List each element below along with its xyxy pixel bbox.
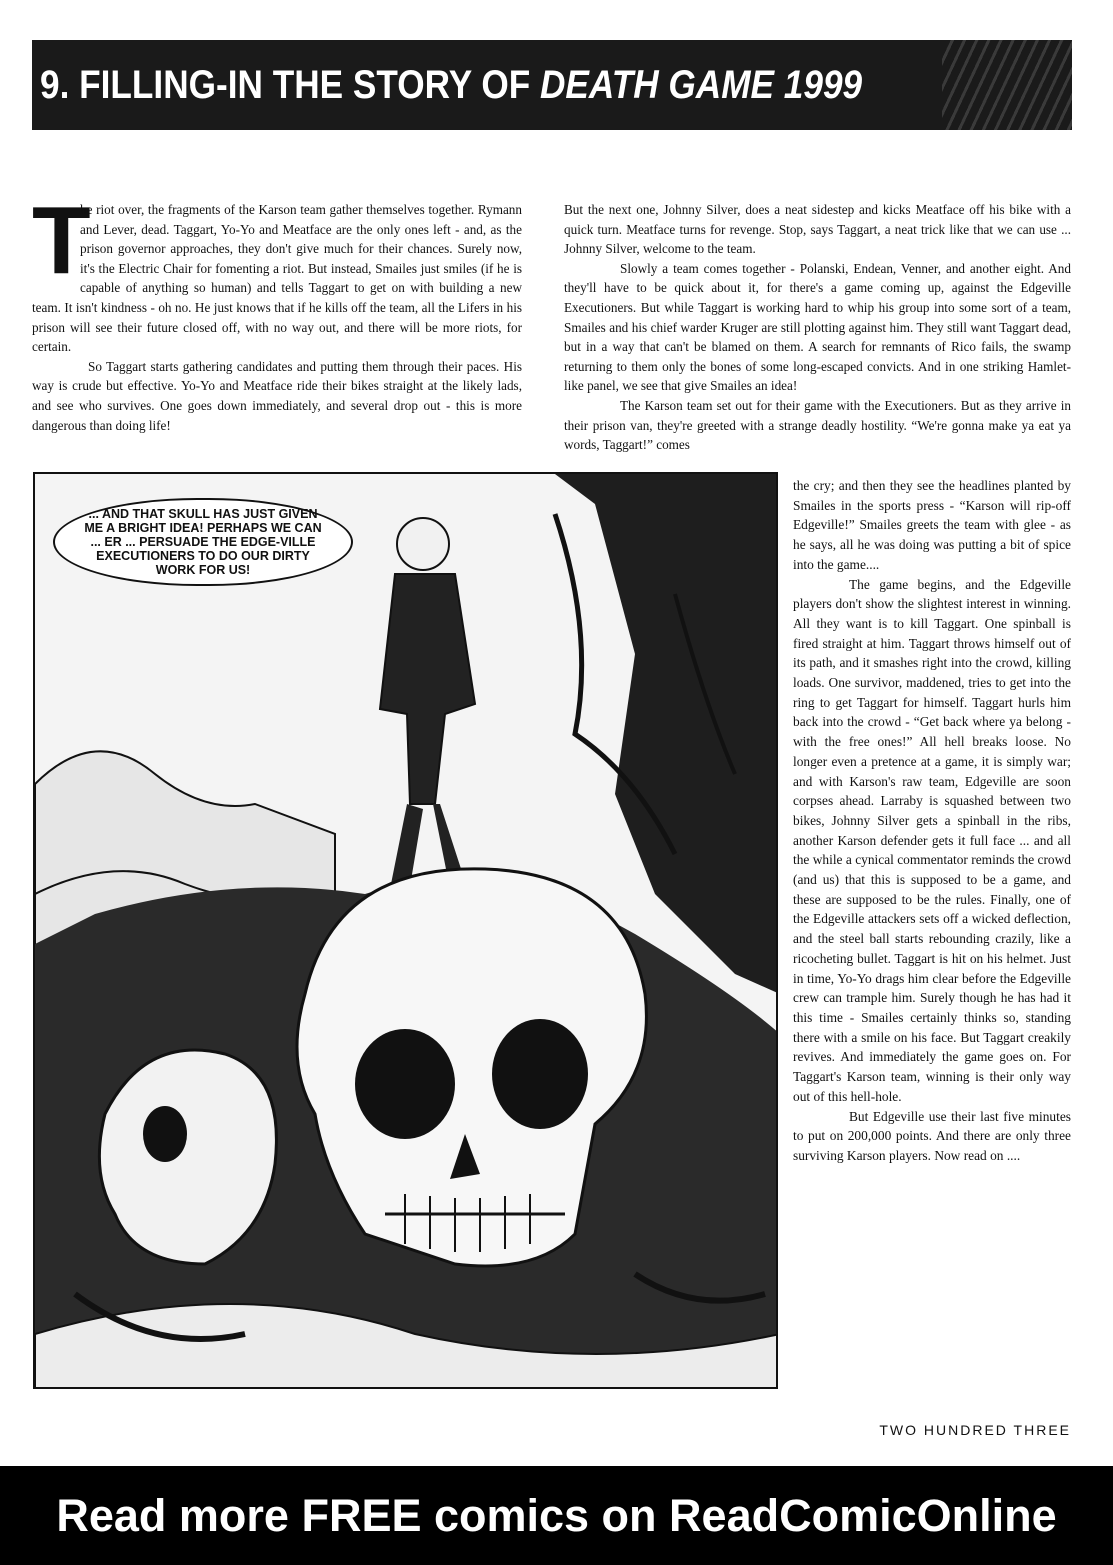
article-paragraph: Slowly a team comes together - Polanski, Endean, Venner, and another eight. And they'll have to be quick about it, for there's a game coming up, against the Edgeville Executioners. But while Taggart is working hard to whip his group into some sort of a team, Smailes and his chief warder Kruger are still plotting against him. They still want Taggart dead, but in a way that can't be blamed on them. A search for remnants of Rico fails, the swamp returning to them only the bones of some long-escaped convicts. And in one striking Hamlet-like panel, we see that give Smailes an idea! bbox=[564, 260, 1071, 394]
article-paragraph: he riot over, the fragments of the Karson team gather themselves together. Rymann and Lever, dead. Taggart, Yo-Yo and Meatface are the only ones left - and, as the prison governor approaches, they don't give much for their chances. Surely now, it's the Electric Chair for fomenting a riot. But instead, Smailes just smiles (if he is capable of anything so human) and tells Taggart to get on with building a new team. It isn't kindness - oh no. He just knows that if he kills off the team, all the Lifers in his prison will see their future closed off, with no way out, and there will be more riots, for certain. bbox=[32, 202, 522, 355]
article-column-left bbox=[32, 187, 522, 435]
article-paragraph: The game begins, and the Edgeville players don't show the slightest interest in winning. All they want is to kill Taggart. One spinball is fired straight at him. Taggart throws himself out of its path, and it smashes right into the crowd, killing loads. One survivor, maddened, tries to get into the ring to get Taggart for himself. Taggart hurls him back into the crowd - “Get back where ya belong - with the free ones!” All hell breaks loose. No longer even a pretence at a game, it is simply war; and with Karson's raw team, Edgeville are soon corpses ahead. Larraby is squashed between two bikes, Johnny Silver gets a spinball in the ribs, another Karson defender gets it full face ... and all the while a cynical commentator reminds the crowd (and us) that this is supposed to be a game, and these are supposed to be the rules. Finally, one of the Edgeville attackers sets off a wicked deflection, and the steel ball starts rebounding crazily, like a ricocheting bullet. Taggart is hit on his helmet. Just in time, Yo-Yo drags him clear before the Edgeville crew can trample him. Surely though he has had it this time - Smailes certainly thinks so, standing there with a smile on his face. But Taggart creakily revives. And immediately the game goes on. For Taggart's Karson team, winning is their only way out of this hell-hole. bbox=[793, 576, 1071, 1104]
article-column-right bbox=[564, 200, 1071, 455]
article-paragraph: So Taggart starts gathering candidates and putting them through their paces. His way is crude but effective. Yo-Yo and Meatface ride their bikes straight at the likely lads, and see who survives. One goes down immediately, and several drop out - this is more dangerous than doing life! bbox=[32, 358, 522, 433]
chapter-title-emphasis: DEATH GAME 1999 bbox=[540, 62, 863, 107]
chapter-title-prefix: 9. FILLING-IN THE STORY OF bbox=[40, 62, 541, 107]
promo-footer-text: Read more FREE comics on ReadComicOnline bbox=[56, 1489, 1057, 1541]
speech-balloon: ... AND THAT SKULL HAS JUST GIVEN ME A BRIGHT IDEA! PERHAPS WE CAN ... ER ... PERSUADE THE EDGE-VILLE EXECUTIONERS TO DO OUR DIRTY WORK FOR US! bbox=[53, 498, 353, 586]
chapter-title bbox=[40, 63, 862, 108]
comic-panel-art bbox=[35, 474, 778, 1389]
promo-footer bbox=[0, 1466, 1113, 1565]
drop-cap: T bbox=[32, 187, 91, 294]
chapter-title-bar bbox=[32, 40, 1072, 130]
article-paragraph: But Edgeville use their last five minutes to put on 200,000 points. And there are only three surviving Karson players. Now read on .... bbox=[793, 1108, 1071, 1163]
article-paragraph: But the next one, Johnny Silver, does a neat sidestep and kicks Meatface off his bike with a quick turn. Meatface turns for revenge. Stop, says Taggart, a neat trick like that we can use ... Johnny Silver, welcome to the team. bbox=[564, 202, 1071, 257]
article-column-narrow bbox=[793, 476, 1071, 1166]
comic-panel bbox=[33, 472, 778, 1389]
article-paragraph: The Karson team set out for their game with the Executioners. But as they arrive in their prison van, they're greeted with a strange deadly hostility. “We're gonna make ya eat ya words, Taggart!” comes bbox=[564, 397, 1071, 453]
smailes-figure bbox=[380, 518, 475, 916]
page-number: TWO HUNDRED THREE bbox=[879, 1422, 1071, 1438]
article-paragraph: the cry; and then they see the headlines planted by Smailes in the sports press - “Karson will rip-off Edgeville!” Smailes greets the team with glee - as he says, all he was doing was putting a bit of spice into the game.... bbox=[793, 478, 1071, 572]
